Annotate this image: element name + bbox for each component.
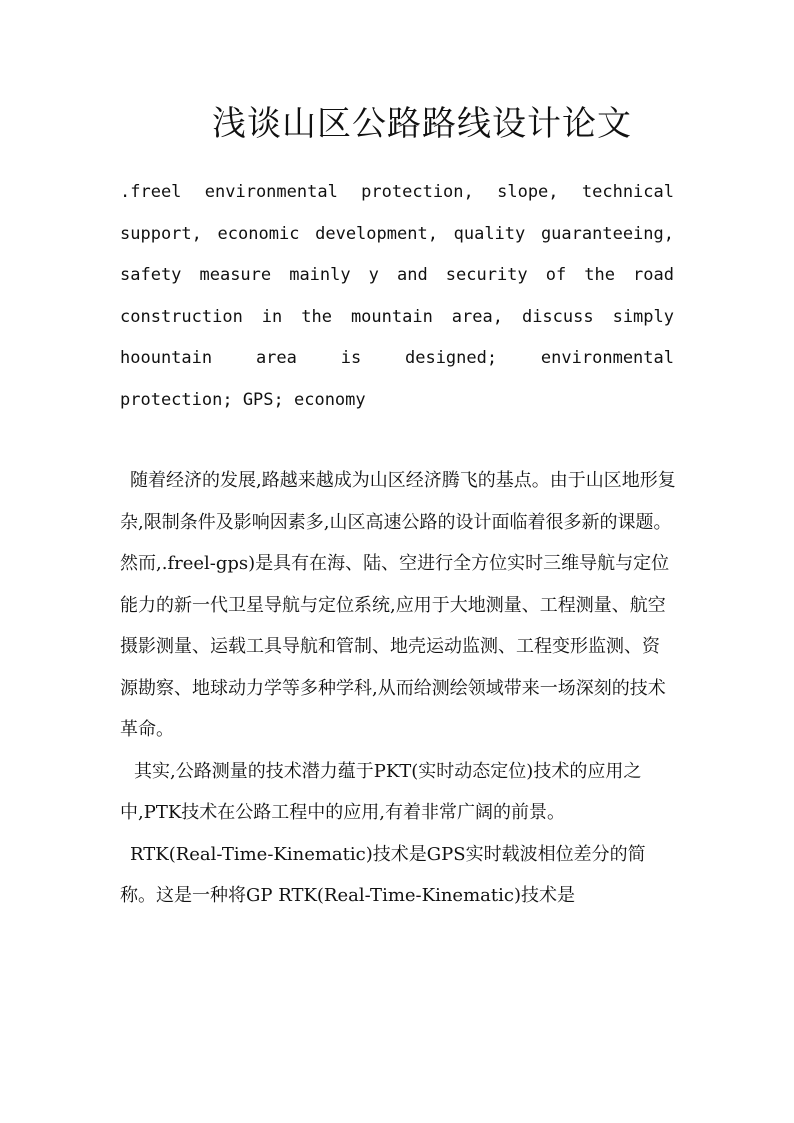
english-abstract [120, 172, 674, 422]
abstract-line: hoountain area is designed; environmental [120, 348, 674, 369]
abstract-line: support, economic development, quality guaranteeing, [120, 223, 674, 244]
abstract-line: .freel environmental protection, slope, technical [120, 182, 674, 202]
page-title: 浅谈山区公路路线设计论文 [212, 104, 632, 144]
paragraph: 随着经济的发展,路越来越成为山区经济腾飞的基点。由于山区地形复杂,限制条件及影响因素多,山区高速公路的设计面临着很多新的课题。然而,.freel-gps)是具有在海、陆、空进行全方位实时三维导航与定位能力的新一代卫星导航与定位系统,应用于大地测量、工程测量、航空摄影测量、运载工具导航和管制、地壳运动监测、工程变形监测、资源勘察、地球动力学等多种学科,从而给测绘领域带来一场深刻的技术革命。 [120, 470, 676, 740]
abstract-line: construction in the mountain area, discuss simply [120, 306, 674, 327]
paragraph: 其实,公路测量的技术潜力蕴于PKT(实时动态定位)技术的应用之中,PTK技术在公路工程中的应用,有着非常广阔的前景。 [120, 760, 642, 823]
abstract-line: protection; GPS; economy [120, 389, 366, 410]
body-text [120, 460, 676, 917]
paragraph: RTK(Real-Time-Kinematic)技术是GPS实时载波相位差分的简称。这是一种将GP RTK(Real-Time-Kinematic)技术是 [120, 843, 646, 906]
abstract-line: safety measure mainly y and security of the road [120, 265, 674, 286]
